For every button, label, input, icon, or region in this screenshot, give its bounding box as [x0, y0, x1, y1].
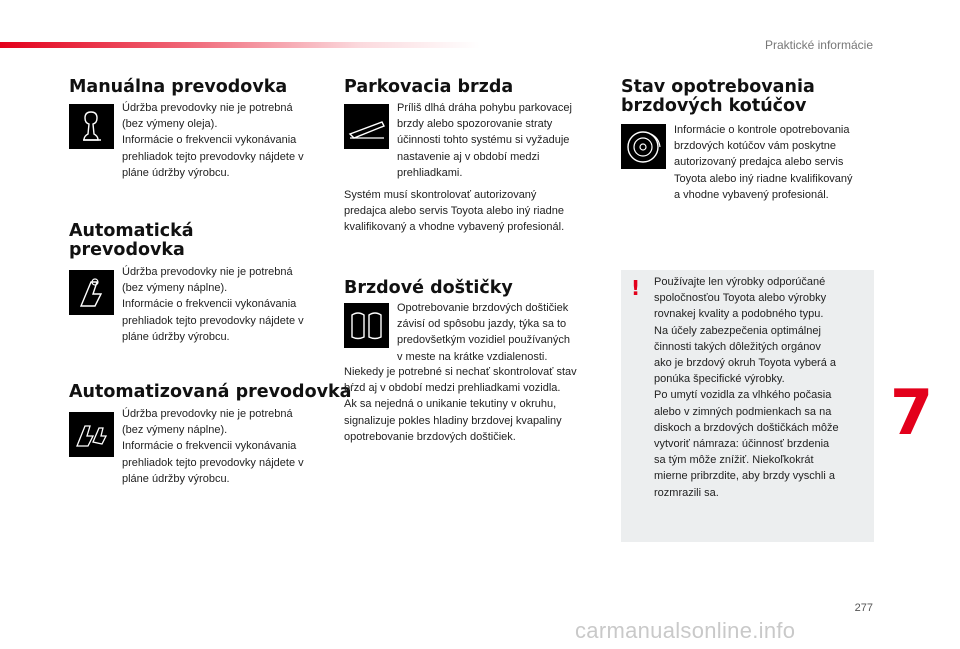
heading-parking-brake: Parkovacia brzda — [344, 77, 514, 97]
automatic-transmission-text: Údržba prevodovky nie je potrebná (bez výmeny náplne). Informácie o frekvencii vykonávania prehliadok tejto prevodovky nájdete v pláne údržby výrobcu. — [122, 266, 304, 343]
heading-manual-transmission: Manuálna prevodovka — [69, 77, 288, 97]
heading-automatic-transmission-line1: Automatická — [69, 221, 194, 241]
heading-brake-discs-line2: brzdových kotúčov — [621, 96, 807, 116]
brake-pads-text-2: Niekedy je potrebné si nechať skontrolovať stav bŕzd aj v období medzi prehliadkami vozidla. Ak sa nejedná o unikanie tekutiny v okruhu, signalizuje pokles hladiny brzdovej kvapaliny opotrebovanie brzdových doštičiek. — [344, 366, 577, 443]
warning-text: Používajte len výrobky odporúčané spoločnosťou Toyota alebo výrobky rovnakej kvality a podobného typu. Na účely zabezpečenia optimálnej činnosti takých dôležitých orgánov ako je brzdový okruh Toyota vyberá a ponúka špecifické výrobky. Po umytí vozidla za vlhkého počasia alebo v zimných podmienkach sa na diskoch a brzdových doštičkách môže vytvoriť námraza: účinnosť brzdenia sa tým môže znížiť. Niekoľkokrát mierne pribrzdite, aby brzdy vyschli a rozmrazili sa. — [654, 276, 839, 499]
page-number: 277 — [854, 602, 873, 614]
parking-brake-text: Príliš dlhá dráha pohybu parkovacej brzdy alebo spozorovanie straty účinnosti tohto systému si vyžaduje nastavenie aj v období medzi prehliadkami. — [397, 102, 572, 179]
heading-automatic-transmission-line2: prevodovka — [69, 240, 185, 260]
warning-exclamation-icon: ! — [631, 276, 641, 300]
brake-pads-text: Opotrebovanie brzdových doštičiek závisí od spôsobu jazdy, týka sa to predovšetkým vozidiel používaných v meste na krátke vzdialenosti. — [397, 302, 571, 363]
chapter-number: 7 — [890, 376, 934, 449]
manual-transmission-text: Údržba prevodovky nie je potrebná (bez výmeny oleja). Informácie o frekvencii vykonávania prehliadok tejto prevodovky nájdete v pláne údržby výrobcu. — [122, 102, 304, 179]
watermark: carmanualsonline.info — [575, 618, 796, 643]
automated-transmission-text: Údržba prevodovky nie je potrebná (bez výmeny náplne). Informácie o frekvencii vykonávania prehliadok tejto prevodovky nájdete v pláne údržby výrobcu. — [122, 408, 304, 485]
heading-brake-discs-line1: Stav opotrebovania — [621, 77, 815, 97]
automated-gearbox-icon — [69, 412, 114, 457]
manual-gear-lever-icon — [69, 104, 114, 149]
parking-brake-text-2: Systém musí skontrolovať autorizovaný predajca alebo servis Toyota alebo iný riadne kvalifikovaný a vhodne vybavený profesionál. — [344, 189, 565, 234]
heading-automated-transmission: Automatizovaná prevodovka — [69, 382, 352, 402]
automatic-gear-selector-icon — [69, 270, 114, 315]
section-title: Praktické informácie — [764, 38, 873, 52]
brake-pads-icon — [344, 303, 389, 348]
heading-brake-pads: Brzdové doštičky — [344, 278, 513, 298]
brake-disc-icon — [621, 124, 666, 169]
parking-brake-lever-icon — [344, 104, 389, 149]
header-accent-bar — [0, 42, 480, 48]
brake-discs-text: Informácie o kontrole opotrebovania brzdových kotúčov vám poskytne autorizovaný predajca alebo servis Toyota alebo iný riadne kvalifikovaný a vhodne vybavený profesionál. — [674, 124, 853, 201]
